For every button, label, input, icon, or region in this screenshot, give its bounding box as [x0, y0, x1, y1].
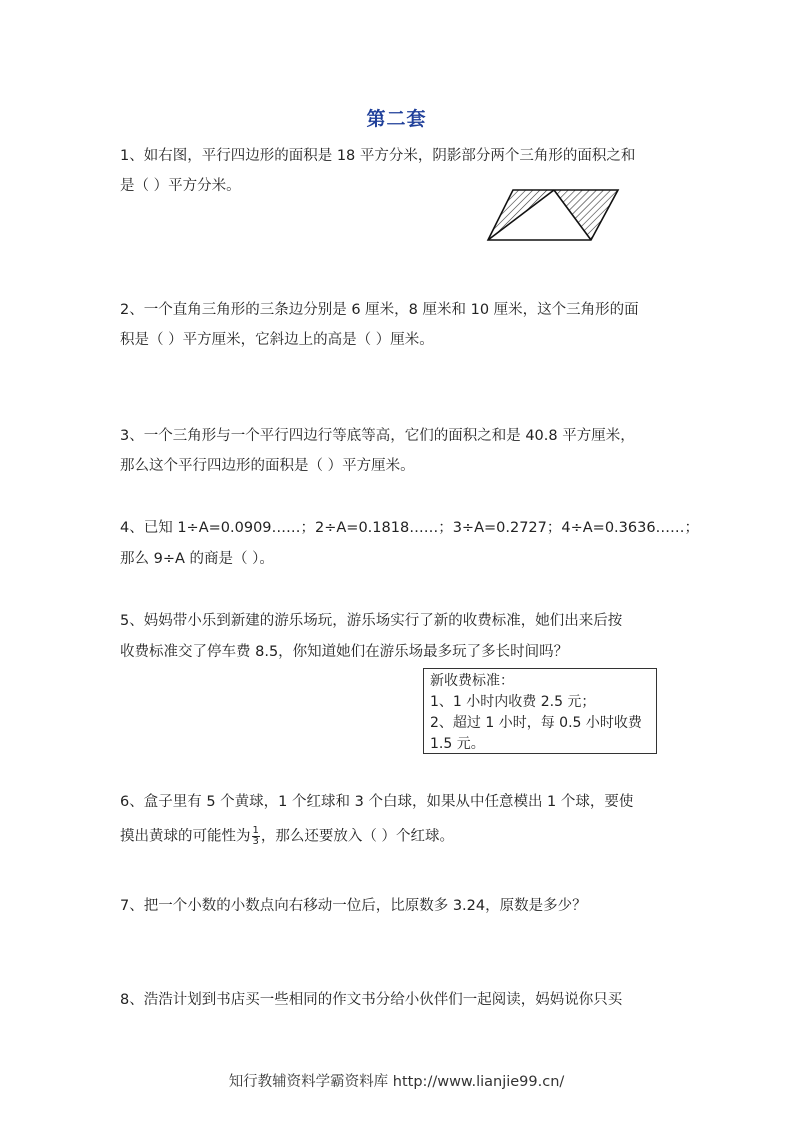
q7-line1: 7、把一个小数的小数点向右移动一位后，比原数多 3.24，原数是多少？ [120, 898, 587, 914]
fee-box-line: 新收费标准： [430, 673, 514, 689]
q4-line2: 那么 9÷A 的商是（ ）。 [120, 551, 274, 567]
q8-line1: 8、浩浩计划到书店买一些相同的作文书分给小伙伴们一起阅读，妈妈说你只买 [120, 992, 623, 1008]
q6-line1: 6、盒子里有 5 个黄球，1 个红球和 3 个白球，如果从中任意模出 1 个球，要使 [120, 794, 634, 810]
fraction [252, 826, 260, 847]
q5-line2: 收费标准交了停车费 8.5，你知道她们在游乐场最多玩了多长时间吗？ [120, 644, 569, 660]
fee-box-line: 1、1 小时内收费 2.5 元； [430, 694, 596, 710]
page-title: 第二套 [366, 108, 427, 130]
q3-line1: 3、一个三角形与一个平行四边行等底等高，它们的面积之和是 40.8 平方厘米， [120, 428, 635, 444]
q3-line2: 那么这个平行四边形的面积是（ ）平方厘米。 [120, 458, 415, 474]
q1-line2: 是（ ）平方分米。 [120, 178, 241, 194]
q6-line2-post: ，那么还要放入（ ）个红球。 [260, 828, 454, 845]
q6-line2 [120, 826, 454, 847]
fee-box-line: 2、超过 1 小时，每 0.5 小时收费 [430, 715, 642, 731]
q4-line1: 4、已知 1÷A=0.0909……；2÷A=0.1818……；3÷A=0.2727；4÷A=0.3636……； [120, 520, 700, 536]
footer-watermark: 知行教辅资料学霸资料库 http://www.lianjie99.cn/ [228, 1074, 565, 1090]
fee-standard-box [423, 668, 657, 754]
fee-box-line: 1.5 元。 [430, 736, 485, 752]
q6-line2-pre: 摸出黄球的可能性为 [120, 828, 251, 845]
parallelogram-figure [486, 187, 622, 243]
fraction-denominator: 3 [252, 836, 259, 847]
q1-line1: 1、如右图，平行四边形的面积是 18 平方分米，阴影部分两个三角形的面积之和 [120, 148, 636, 164]
q2-line2: 积是（ ）平方厘米，它斜边上的高是（ ）厘米。 [120, 332, 434, 348]
q5-line1: 5、妈妈带小乐到新建的游乐场玩，游乐场实行了新的收费标准，她们出来后按 [120, 613, 623, 629]
fraction-numerator: 1 [252, 825, 259, 836]
q2-line1: 2、一个直角三角形的三条边分别是 6 厘米，8 厘米和 10 厘米，这个三角形的面 [120, 302, 639, 318]
